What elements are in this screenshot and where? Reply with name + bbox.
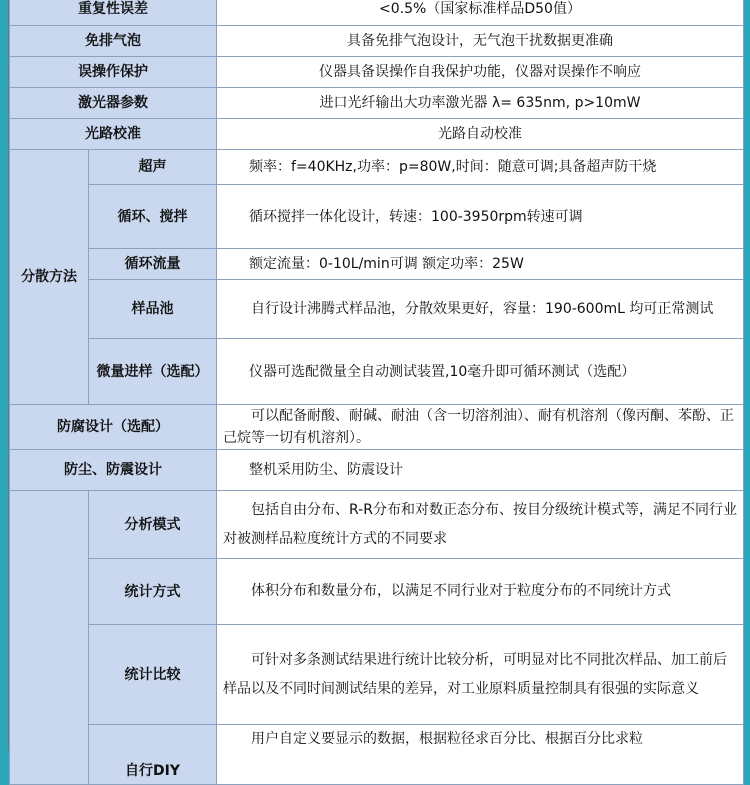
table-row: [10, 491, 744, 559]
optical-value: 光路自动校准: [217, 119, 744, 150]
micro-label: 微量进样（选配）: [89, 339, 217, 405]
compare-label: 统计比较: [89, 625, 217, 725]
cell-value: 自行设计沸腾式样品池，分散效果更好，容量：190-600mL 均可正常测试: [217, 280, 744, 339]
laser-value: 进口光纤输出大功率激光器 λ= 635nm, p>10mW: [217, 88, 744, 119]
table-row: [10, 450, 744, 491]
ultrasonic-value: 频率：f=40KHz,功率：p=80W,时间：随意可调;具备超声防干烧: [217, 150, 744, 185]
repeat-error-label: 重复性误差: [10, 0, 217, 26]
stirring-value: 循环搅拌一体化设计，转速：100-3950rpm转速可调: [217, 185, 744, 249]
table-row: [10, 88, 744, 119]
table-row: [10, 559, 744, 625]
table-row: [10, 725, 744, 785]
laser-label: 激光器参数: [10, 88, 217, 119]
micro-value: 仪器可选配微量全自动测试装置,10毫升即可循环测试（选配）: [217, 339, 744, 405]
stirring-label: 循环、搅拌: [89, 185, 217, 249]
spec-table: [9, 0, 744, 785]
dispersion-group-label: 分散方法: [10, 150, 89, 405]
spec-sheet: [8, 0, 744, 779]
repeat-error-value: <0.5%（国家标准样品D50值）: [217, 0, 744, 26]
ultrasonic-label: 超声: [89, 150, 217, 185]
table-row: [10, 339, 744, 405]
table-row: [10, 119, 744, 150]
table-row: [10, 405, 744, 450]
table-row: [10, 150, 744, 185]
table-row: [10, 280, 744, 339]
dust-value: 整机采用防尘、防震设计: [217, 450, 744, 491]
method-label: 统计方式: [89, 559, 217, 625]
flow-value: 额定流量：0-10L/min可调 额定功率：25W: [217, 249, 744, 280]
table-row: [10, 57, 744, 88]
misop-value: 仪器具备误操作自我保护功能，仪器对误操作不响应: [217, 57, 744, 88]
analysis-value: 包括自由分布、R-R分布和对数正态分布、按目分级统计模式等，满足不同行业对被测样品粒度统计方式的不同要求: [217, 491, 744, 559]
dust-label: 防尘、防震设计: [10, 450, 217, 491]
analysis-label: 分析模式: [89, 491, 217, 559]
table-row: [10, 625, 744, 725]
diy-value: 用户自定义要显示的数据，根据粒径求百分比、根据百分比求粒: [217, 725, 744, 785]
table-row: [10, 26, 744, 57]
cell-label: 样品池: [89, 280, 217, 339]
corrosion-label: 防腐设计（选配）: [10, 405, 217, 450]
optical-label: 光路校准: [10, 119, 217, 150]
table-row: [10, 249, 744, 280]
table-row: [10, 0, 744, 26]
table-row: [10, 185, 744, 249]
compare-value: 可针对多条测试结果进行统计比较分析，可明显对比不同批次样品、加工前后样品以及不同时间测试结果的差异，对工业原料质量控制具有很强的实际意义: [217, 625, 744, 725]
misop-label: 误操作保护: [10, 57, 217, 88]
diy-label: 自行DIY: [89, 725, 217, 785]
corrosion-value: 可以配备耐酸、耐碱、耐油（含一切溶剂油）、耐有机溶剂（像丙酮、苯酚、正己烷等一切有机溶剂）。: [217, 405, 744, 450]
bubble-label: 免排气泡: [10, 26, 217, 57]
method-value: 体积分布和数量分布，以满足不同行业对于粒度分布的不同统计方式: [217, 559, 744, 625]
flow-label: 循环流量: [89, 249, 217, 280]
statistics-group-label: [10, 491, 89, 785]
bubble-value: 具备免排气泡设计，无气泡干扰数据更准确: [217, 26, 744, 57]
